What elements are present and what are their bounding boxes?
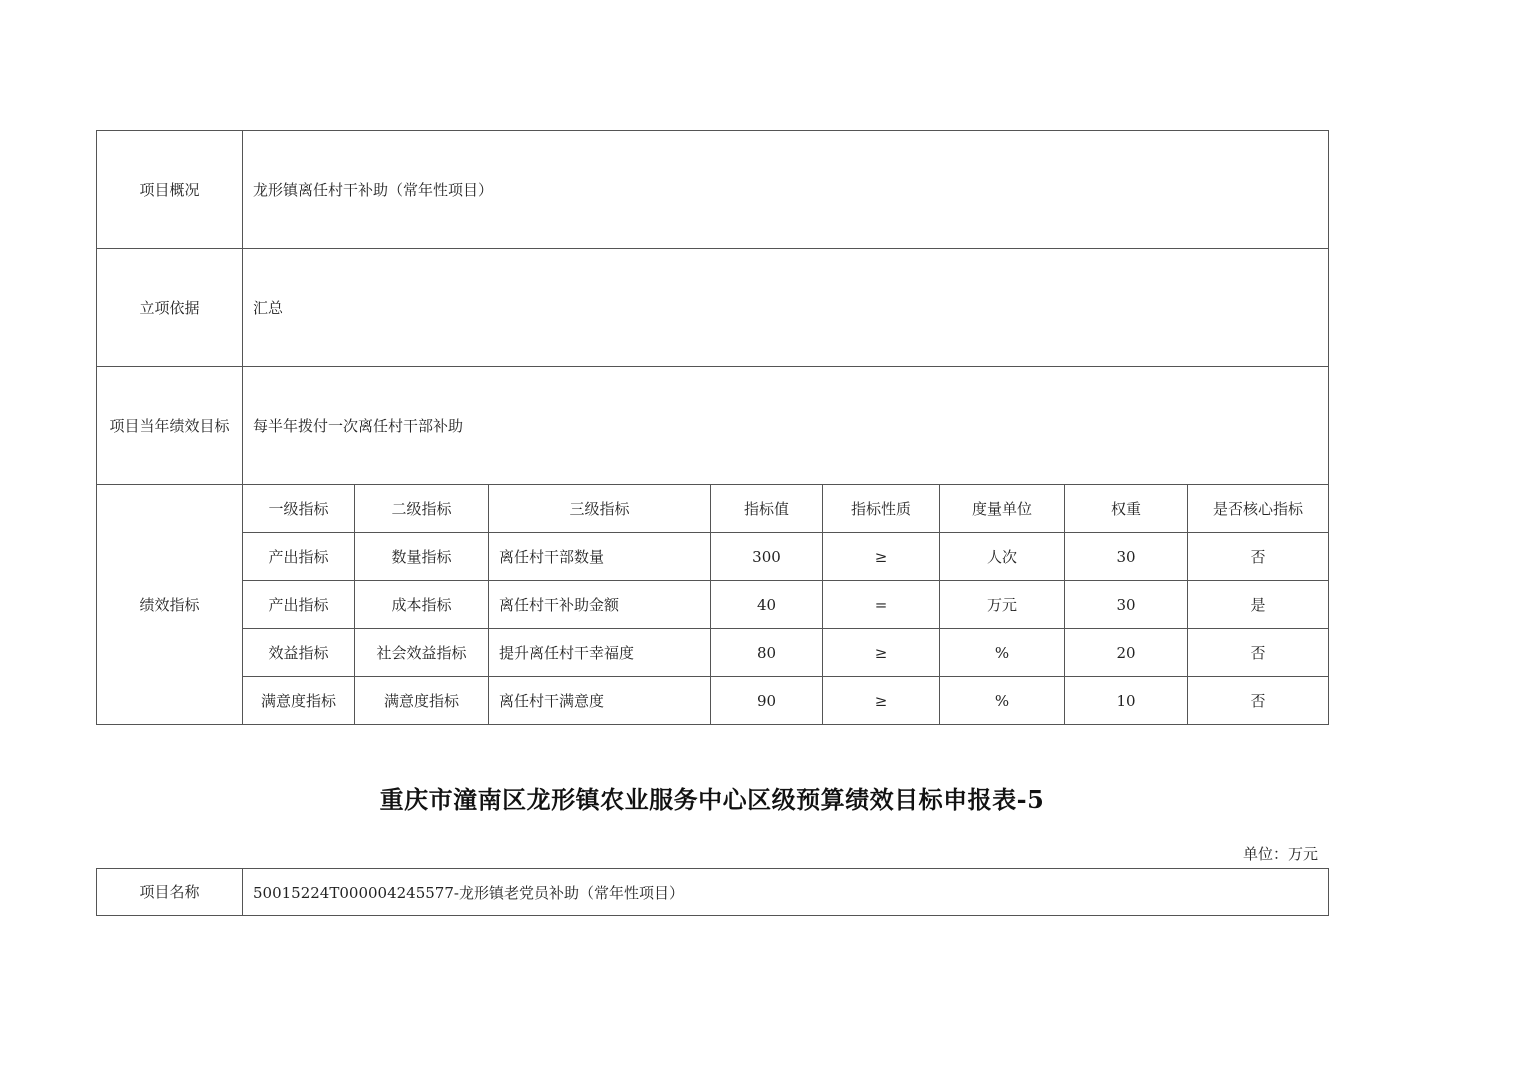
- table-row: [97, 533, 1329, 581]
- form-title: 重庆市潼南区龙形镇农业服务中心区级预算绩效目标申报表-5: [379, 785, 1045, 814]
- cell-value: 80: [711, 629, 823, 677]
- cell-level2: 社会效益指标: [355, 629, 489, 677]
- basis-value: 汇总: [243, 249, 1329, 367]
- cell-nature: ≥: [823, 677, 940, 725]
- goal-value: 每半年拨付一次离任村干部补助: [243, 367, 1329, 485]
- cell-core: 是: [1188, 581, 1329, 629]
- header-level3: 三级指标: [489, 485, 711, 533]
- cell-level1: 产出指标: [243, 533, 355, 581]
- cell-unit: %: [940, 677, 1065, 725]
- cell-level3: 提升离任村干幸福度: [489, 629, 711, 677]
- unit-label: 单位：万元: [1242, 845, 1318, 863]
- table-row: [97, 581, 1329, 629]
- overview-value: 龙形镇离任村干补助（常年性项目）: [243, 131, 1329, 249]
- cell-level2: 满意度指标: [355, 677, 489, 725]
- cell-level2: 成本指标: [355, 581, 489, 629]
- header-weight: 权重: [1065, 485, 1188, 533]
- cell-level2: 数量指标: [355, 533, 489, 581]
- basis-label: 立项依据: [97, 249, 243, 367]
- cell-nature: ≥: [823, 533, 940, 581]
- cell-core: 否: [1188, 629, 1329, 677]
- cell-weight: 10: [1065, 677, 1188, 725]
- cell-level3: 离任村干部数量: [489, 533, 711, 581]
- cell-unit: %: [940, 629, 1065, 677]
- indicators-label: 绩效指标: [97, 485, 243, 725]
- goal-label: 项目当年绩效目标: [97, 367, 243, 485]
- cell-level1: 效益指标: [243, 629, 355, 677]
- header-unit: 度量单位: [940, 485, 1065, 533]
- cell-unit: 万元: [940, 581, 1065, 629]
- header-core: 是否核心指标: [1188, 485, 1329, 533]
- cell-value: 90: [711, 677, 823, 725]
- cell-nature: ≥: [823, 629, 940, 677]
- project-name-table: [96, 868, 1329, 916]
- cell-level3: 离任村干满意度: [489, 677, 711, 725]
- goal-row: [97, 367, 1329, 485]
- header-nature: 指标性质: [823, 485, 940, 533]
- cell-weight: 20: [1065, 629, 1188, 677]
- header-level1: 一级指标: [243, 485, 355, 533]
- basis-row: [97, 249, 1329, 367]
- indicator-header-row: [97, 485, 1329, 533]
- cell-nature: =: [823, 581, 940, 629]
- overview-label: 项目概况: [97, 131, 243, 249]
- cell-core: 否: [1188, 677, 1329, 725]
- project-name-value: 50015224T000004245577-龙形镇老党员补助（常年性项目）: [243, 869, 1329, 916]
- header-level2: 二级指标: [355, 485, 489, 533]
- header-value: 指标值: [711, 485, 823, 533]
- project-name-row: [97, 869, 1329, 916]
- table-row: [97, 629, 1329, 677]
- cell-weight: 30: [1065, 533, 1188, 581]
- cell-unit: 人次: [940, 533, 1065, 581]
- cell-level1: 满意度指标: [243, 677, 355, 725]
- cell-core: 否: [1188, 533, 1329, 581]
- cell-weight: 30: [1065, 581, 1188, 629]
- overview-row: [97, 131, 1329, 249]
- table-row: [97, 677, 1329, 725]
- cell-level1: 产出指标: [243, 581, 355, 629]
- project-name-label: 项目名称: [97, 869, 243, 916]
- performance-target-table: [96, 130, 1329, 725]
- cell-value: 300: [711, 533, 823, 581]
- cell-value: 40: [711, 581, 823, 629]
- cell-level3: 离任村干补助金额: [489, 581, 711, 629]
